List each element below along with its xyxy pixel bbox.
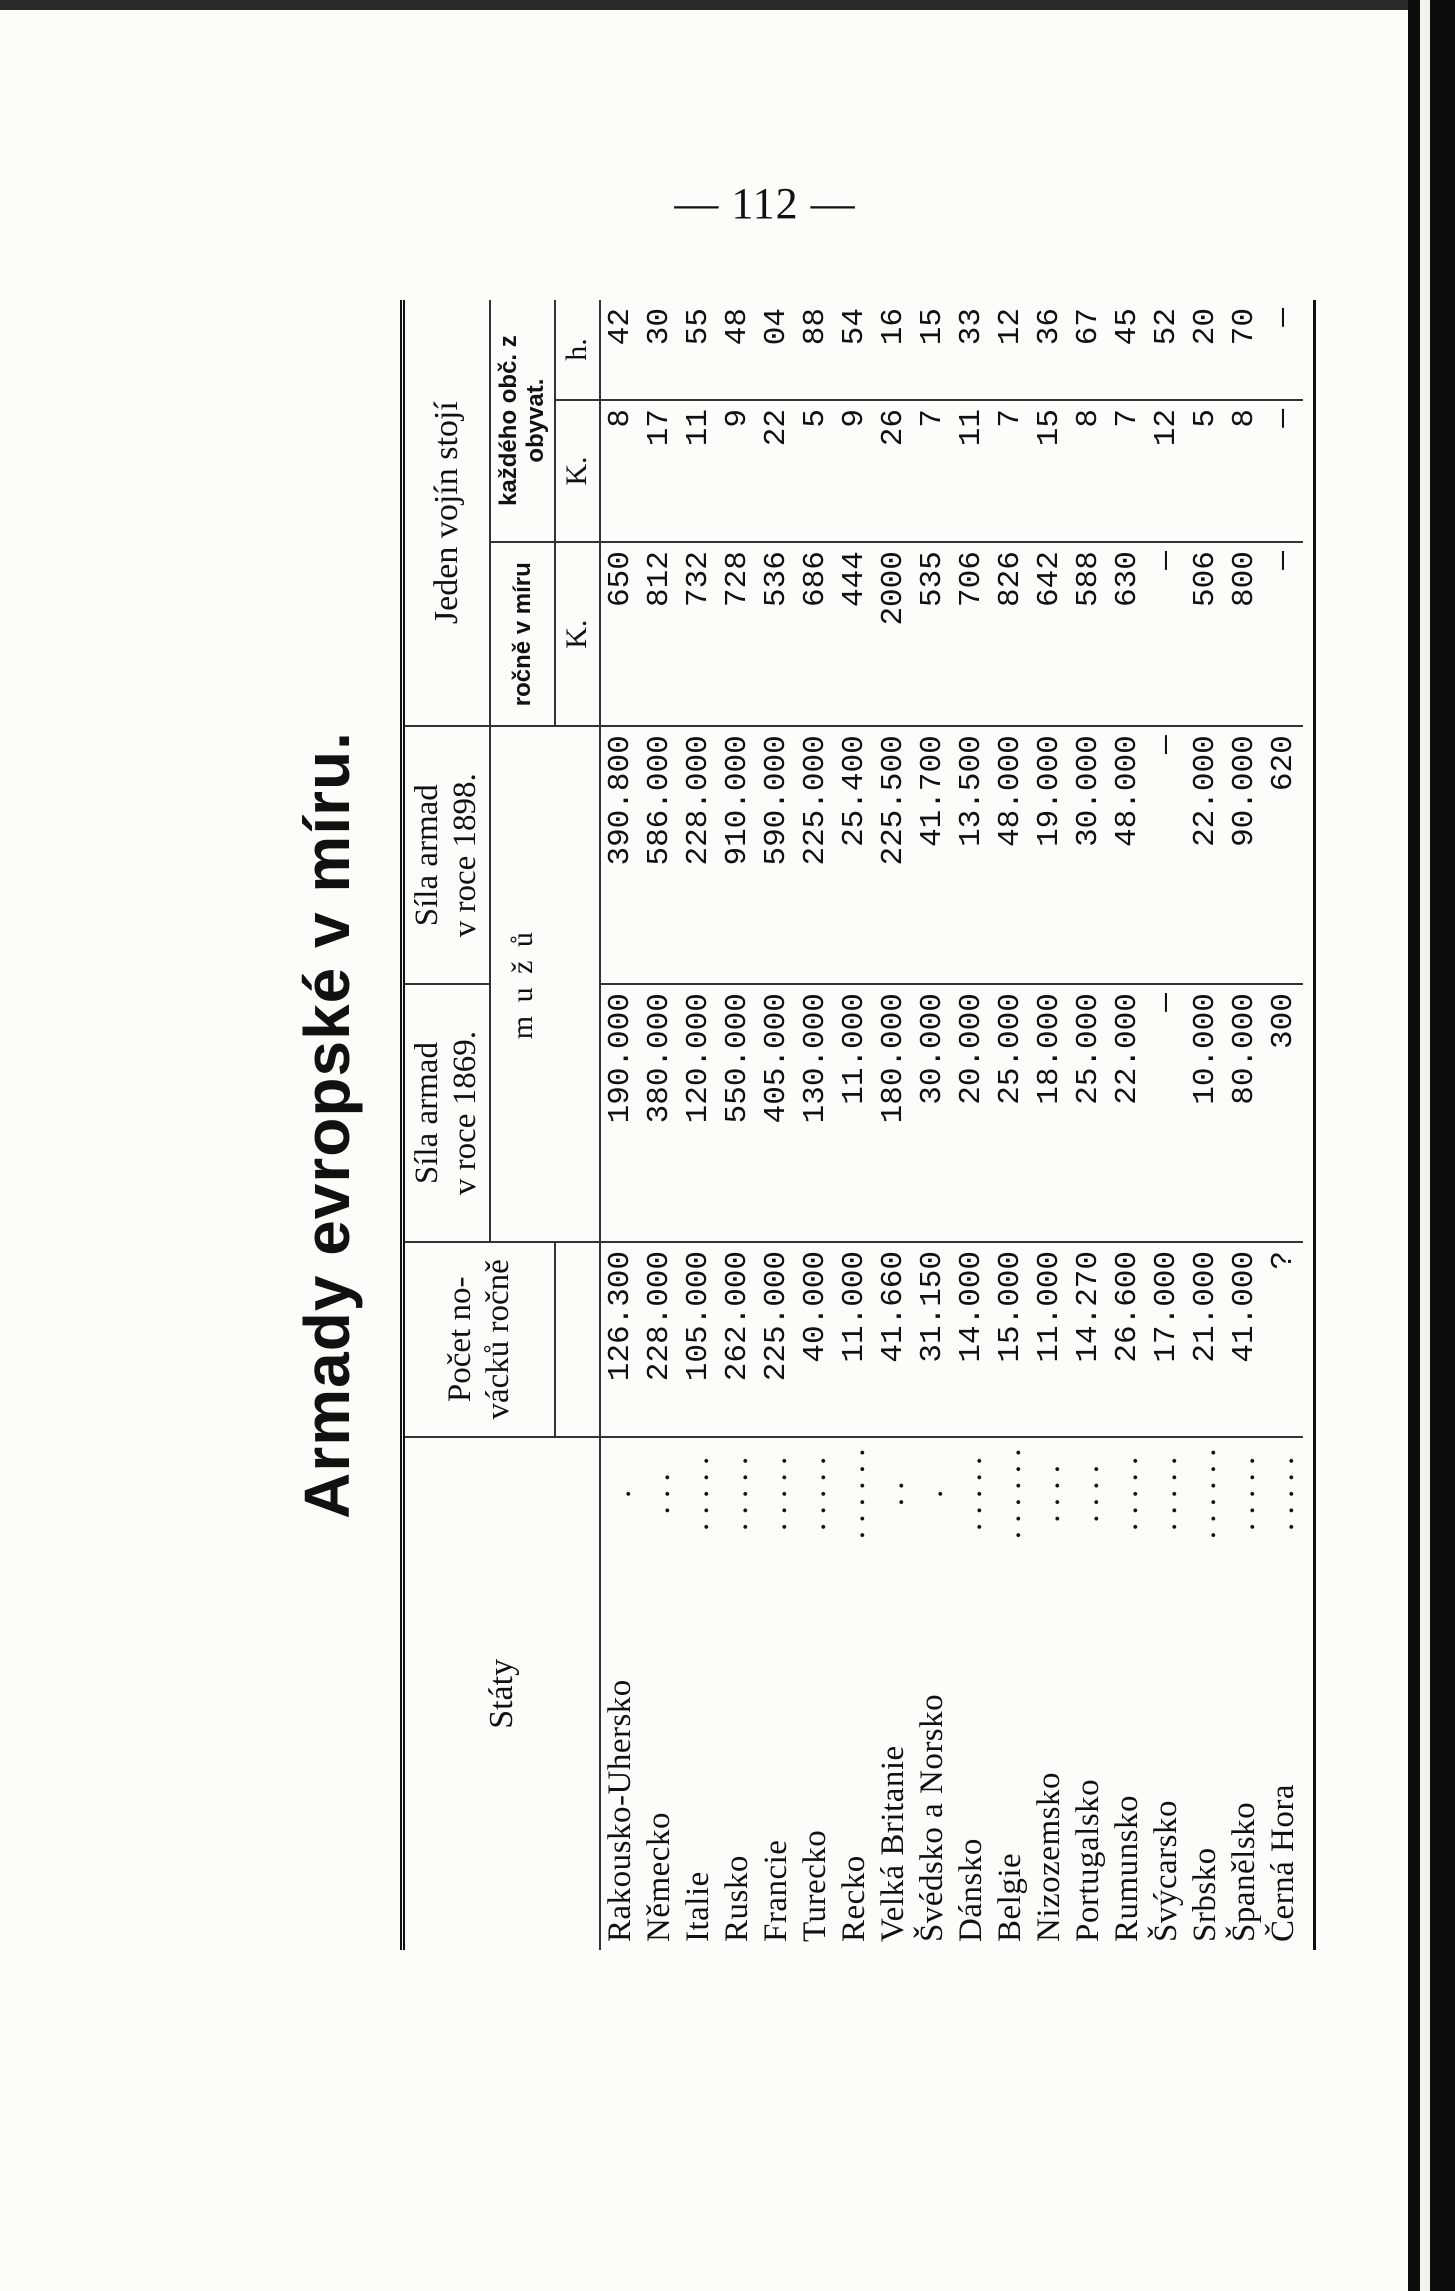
header-army-1869-line2: v roce 1869.: [446, 1031, 483, 1196]
cell-cost: —: [1264, 542, 1303, 726]
cell-state: Rakousko-Uhersko: [601, 1679, 638, 1942]
cell-army1869: 130.000: [796, 984, 835, 1242]
cell-citizen-K: 5: [1186, 400, 1225, 542]
cell-army1898: 390.800: [600, 726, 640, 984]
header-yearly-in-peace: ročně v míru: [490, 542, 555, 726]
cell-state: Černá Hora: [1264, 1783, 1301, 1942]
cell-citizen-K: 5: [796, 400, 835, 542]
cell-cost: 706: [952, 542, 991, 726]
header-army-1898-line1: Síla armad: [409, 784, 445, 927]
cell-recruits: 26.600: [1108, 1242, 1147, 1437]
cell-recruits: 41.660: [874, 1242, 913, 1437]
cell-dots: .: [601, 1489, 638, 1499]
cell-citizen-h: 45: [1108, 300, 1147, 400]
cell-state: Nizozemsko: [1030, 1772, 1067, 1942]
cell-citizen-h: 20: [1186, 300, 1225, 400]
table-row: [1147, 300, 1186, 1950]
table-row: [913, 300, 952, 1950]
cell-army1898: 41.700: [913, 726, 952, 984]
cell-cost: 826: [991, 542, 1030, 726]
cell-citizen-K: 9: [718, 400, 757, 542]
cell-army1869: 20.000: [952, 984, 991, 1242]
table-row: [1225, 300, 1264, 1950]
cell-army1869: 120.000: [679, 984, 718, 1242]
cell-dots: . . . . .: [757, 1456, 794, 1532]
cell-state: Turecko: [796, 1829, 833, 1942]
cell-army1898: 30.000: [1069, 726, 1108, 984]
cell-citizen-K: —: [1264, 400, 1303, 542]
cell-citizen-h: 15: [913, 300, 952, 400]
header-army-1869: [403, 984, 490, 1242]
cell-citizen-K: 7: [991, 400, 1030, 542]
cell-cost: —: [1147, 542, 1186, 726]
table-row: [640, 300, 679, 1950]
next-page-edge: [1420, 0, 1430, 2291]
cell-army1869: 380.000: [640, 984, 679, 1242]
header-army-1869-line1: Síla armad: [409, 1042, 445, 1185]
cell-army1869: 190.000: [600, 984, 640, 1242]
cell-state: Rusko: [718, 1855, 755, 1942]
table-row: [1108, 300, 1147, 1950]
cell-army1898: 228.000: [679, 726, 718, 984]
cell-cost: 812: [640, 542, 679, 726]
cell-army1869: —: [1147, 984, 1186, 1242]
cell-army1898: 22.000: [1186, 726, 1225, 984]
cell-army1898: 48.000: [1108, 726, 1147, 984]
header-unit-k2: K.: [555, 400, 600, 542]
cell-army1869: 180.000: [874, 984, 913, 1242]
header-soldier-cost: Jeden vojín stojí: [403, 300, 490, 726]
cell-citizen-K: 15: [1030, 400, 1069, 542]
cell-dots: . . . . .: [1225, 1456, 1262, 1532]
cell-recruits: 41.000: [1225, 1242, 1264, 1437]
cell-army1869: 25.000: [1069, 984, 1108, 1242]
cell-army1898: 90.000: [1225, 726, 1264, 984]
table-row: [1030, 300, 1069, 1950]
cell-state: Švédsko a Norsko: [913, 1693, 950, 1942]
cell-recruits: 40.000: [796, 1242, 835, 1437]
cell-dots: . . . . .: [1108, 1456, 1145, 1532]
cell-cost: 650: [600, 542, 640, 726]
cell-citizen-h: —: [1264, 300, 1303, 400]
rotated-table-block: [290, 300, 1301, 1950]
cell-recruits: 11.000: [835, 1242, 874, 1437]
table-row: [757, 300, 796, 1950]
table-row: [952, 300, 991, 1950]
cell-dots: . . . . .: [679, 1456, 716, 1532]
cell-state: Dánsko: [952, 1838, 989, 1942]
cell-cost: 686: [796, 542, 835, 726]
cell-army1898: —: [1147, 726, 1186, 984]
cell-army1898: 13.500: [952, 726, 991, 984]
cell-dots: . .: [874, 1481, 911, 1507]
page-number: — 112 —: [674, 179, 856, 228]
cell-state: Francie: [757, 1839, 794, 1942]
table-row: [1186, 300, 1225, 1950]
cell-recruits: 14.270: [1069, 1242, 1108, 1437]
cell-citizen-K: 22: [757, 400, 796, 542]
cell-army1898: 225.000: [796, 726, 835, 984]
cell-cost: 2000: [874, 542, 913, 726]
cell-citizen-h: 12: [991, 300, 1030, 400]
cell-army1869: 11.000: [835, 984, 874, 1242]
cell-citizen-h: 42: [600, 300, 640, 400]
cell-recruits: 126.300: [600, 1242, 640, 1437]
table-title: Armady evropské v míru.: [291, 731, 363, 1519]
cell-army1898: 910.000: [718, 726, 757, 984]
cell-citizen-h: 16: [874, 300, 913, 400]
cell-dots: . . . .: [1069, 1465, 1106, 1523]
cell-recruits: 15.000: [991, 1242, 1030, 1437]
cell-citizen-K: 12: [1147, 400, 1186, 542]
cell-citizen-h: 52: [1147, 300, 1186, 400]
cell-dots: . . . .: [1030, 1465, 1067, 1523]
cell-citizen-h: 55: [679, 300, 718, 400]
table-row: [991, 300, 1030, 1950]
cell-citizen-h: 30: [640, 300, 679, 400]
cell-citizen-K: 7: [1108, 400, 1147, 542]
cell-recruits: 225.000: [757, 1242, 796, 1437]
cell-citizen-K: 11: [679, 400, 718, 542]
cell-dots: . . . . . .: [991, 1448, 1028, 1540]
cell-citizen-K: 11: [952, 400, 991, 542]
header-per-citizen: každého obč. z obyvat.: [490, 300, 555, 542]
cell-cost: 536: [757, 542, 796, 726]
armies-table: [400, 300, 1316, 1950]
cell-state: Recko: [835, 1855, 872, 1942]
cell-citizen-h: 04: [757, 300, 796, 400]
cell-recruits: 31.150: [913, 1242, 952, 1437]
cell-cost: 630: [1108, 542, 1147, 726]
cell-army1869: 30.000: [913, 984, 952, 1242]
cell-cost: 506: [1186, 542, 1225, 726]
cell-cost: 800: [1225, 542, 1264, 726]
cell-army1869: 18.000: [1030, 984, 1069, 1242]
table-row: [835, 300, 874, 1950]
cell-army1898: 586.000: [640, 726, 679, 984]
cell-state: Velká Britanie: [874, 1745, 911, 1942]
cell-citizen-h: 48: [718, 300, 757, 400]
cell-state: Belgie: [991, 1852, 1028, 1942]
header-recruits-line2: vácků ročně: [479, 1259, 516, 1420]
cell-citizen-h: 67: [1069, 300, 1108, 400]
cell-citizen-h: 36: [1030, 300, 1069, 400]
header-states: Státy: [403, 1437, 600, 1950]
table-row: [1264, 300, 1303, 1950]
cell-state: Rumunsko: [1108, 1794, 1145, 1942]
cell-dots: . . . . .: [952, 1456, 989, 1532]
cell-dots: . . . . .: [796, 1456, 833, 1532]
cell-recruits: 14.000: [952, 1242, 991, 1437]
cell-citizen-K: 26: [874, 400, 913, 542]
table-row: [874, 300, 913, 1950]
cell-cost: 444: [835, 542, 874, 726]
cell-army1869: 550.000: [718, 984, 757, 1242]
cell-cost: 728: [718, 542, 757, 726]
header-army-1898-line2: v roce 1898.: [446, 773, 483, 938]
header-army-1898: [403, 726, 490, 984]
table-row: [718, 300, 757, 1950]
cell-citizen-K: 8: [600, 400, 640, 542]
cell-citizen-h: 54: [835, 300, 874, 400]
cell-recruits: 262.000: [718, 1242, 757, 1437]
header-recruits-line1: Počet no-: [441, 1276, 478, 1403]
cell-recruits: 105.000: [679, 1242, 718, 1437]
cell-recruits: ?: [1264, 1242, 1303, 1437]
cell-dots: . . . . .: [1264, 1456, 1301, 1532]
table-row: [796, 300, 835, 1950]
cell-citizen-K: 9: [835, 400, 874, 542]
cell-army1869: 300: [1264, 984, 1303, 1242]
cell-citizen-h: 88: [796, 300, 835, 400]
cell-cost: 588: [1069, 542, 1108, 726]
cell-army1869: 25.000: [991, 984, 1030, 1242]
cell-citizen-K: 7: [913, 400, 952, 542]
cell-army1898: 590.000: [757, 726, 796, 984]
table-row: [600, 300, 640, 1950]
table-row: [1069, 300, 1108, 1950]
cell-army1898: 25.400: [835, 726, 874, 984]
cell-state: Německo: [640, 1812, 677, 1942]
cell-citizen-K: 8: [1225, 400, 1264, 542]
cell-state: Švýcarsko: [1147, 1800, 1184, 1942]
cell-cost: 535: [913, 542, 952, 726]
cell-recruits: 228.000: [640, 1242, 679, 1437]
header-men: m u ž ů: [490, 726, 555, 1242]
scan-top-edge: [0, 0, 1418, 10]
cell-dots: .: [913, 1489, 950, 1499]
cell-state: Srbsko: [1186, 1847, 1223, 1942]
scan-right-edge: [1408, 0, 1455, 2291]
cell-army1869: 405.000: [757, 984, 796, 1242]
header-unit-k1: K.: [555, 542, 600, 726]
cell-cost: 642: [1030, 542, 1069, 726]
cell-cost: 732: [679, 542, 718, 726]
cell-dots: . . . . .: [718, 1456, 755, 1532]
cell-recruits: 17.000: [1147, 1242, 1186, 1437]
cell-army1869: 22.000: [1108, 984, 1147, 1242]
header-recruits: [403, 1242, 556, 1437]
cell-citizen-h: 70: [1225, 300, 1264, 400]
cell-recruits: 11.000: [1030, 1242, 1069, 1437]
cell-state: Portugalsko: [1069, 1778, 1106, 1942]
cell-dots: . . . . . .: [835, 1448, 872, 1540]
cell-state: Španělsko: [1225, 1801, 1262, 1942]
cell-army1898: 620: [1264, 726, 1303, 984]
cell-army1869: 10.000: [1186, 984, 1225, 1242]
table-body: [600, 300, 1303, 1950]
cell-citizen-K: 17: [640, 400, 679, 542]
cell-army1898: 225.500: [874, 726, 913, 984]
header-unit-h: h.: [555, 300, 600, 400]
table-row: [679, 300, 718, 1950]
cell-dots: . . . . . .: [1186, 1448, 1223, 1540]
cell-army1869: 80.000: [1225, 984, 1264, 1242]
cell-dots: . . .: [640, 1473, 677, 1515]
cell-citizen-K: 8: [1069, 400, 1108, 542]
cell-recruits: 21.000: [1186, 1242, 1225, 1437]
cell-dots: . . . . .: [1147, 1456, 1184, 1532]
cell-state: Italie: [679, 1871, 716, 1942]
cell-army1898: 19.000: [1030, 726, 1069, 984]
cell-army1898: 48.000: [991, 726, 1030, 984]
cell-citizen-h: 33: [952, 300, 991, 400]
